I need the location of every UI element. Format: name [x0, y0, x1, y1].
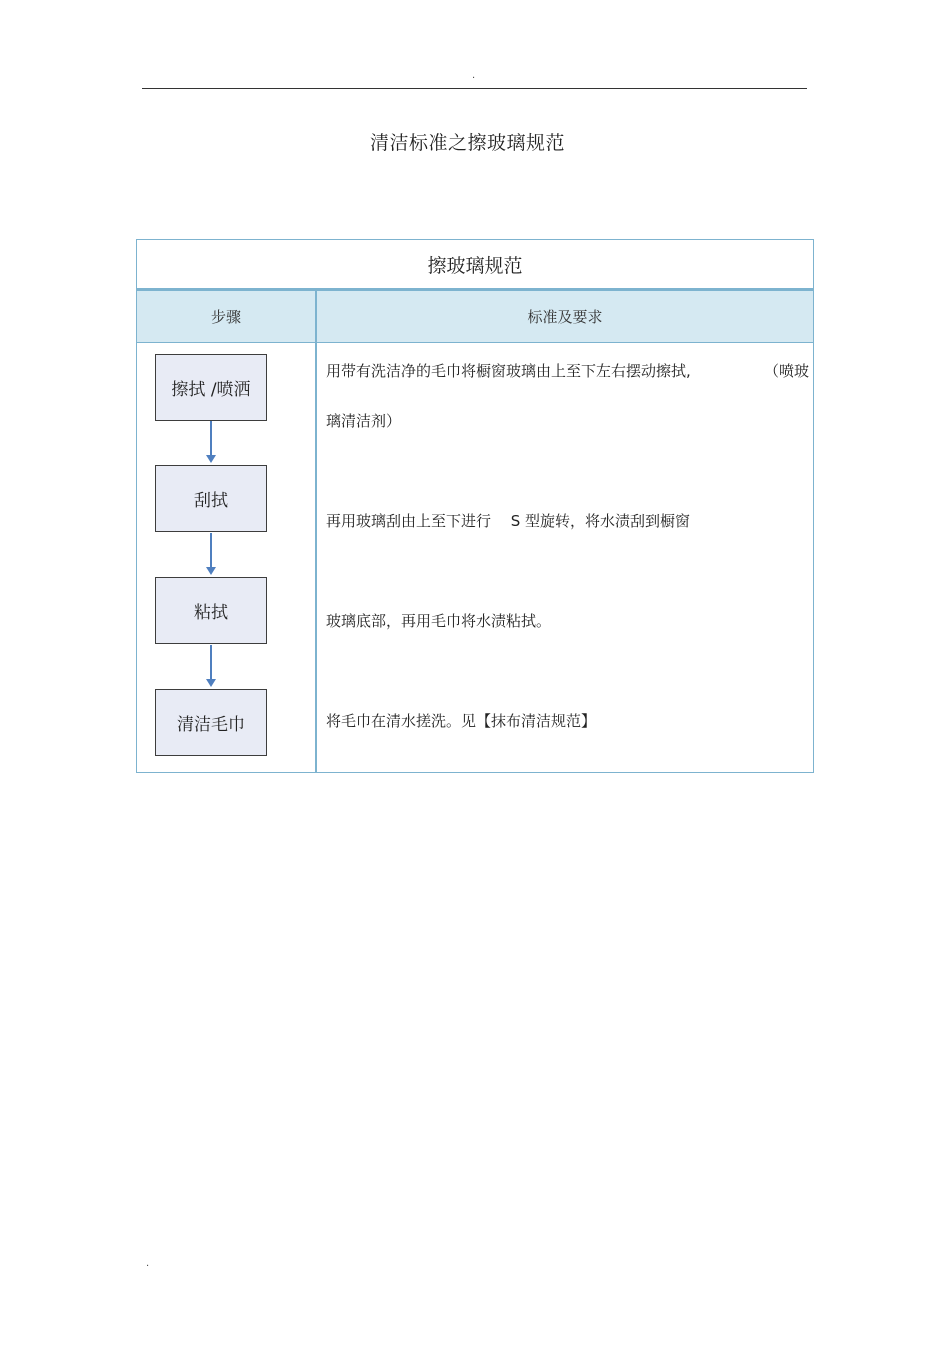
- flow-step-squeegee: 刮拭: [155, 465, 267, 532]
- column-header-step: 步骤: [210, 307, 241, 326]
- header-rule: [142, 88, 807, 89]
- column-header-standard: 标准及要求: [527, 307, 603, 326]
- standard-line-3: 再用玻璃刮由上至下进行 S 型旋转，将水渍刮到橱窗: [326, 512, 691, 530]
- arrow-down-icon: [206, 567, 216, 575]
- table-header-row: [137, 291, 813, 343]
- standard-line-1: 用带有洗洁净的毛巾将橱窗玻璃由上至下左右摆动擦拭,: [326, 362, 691, 380]
- flow-arrow-2: [210, 533, 212, 567]
- flow-arrow-1: [210, 421, 212, 455]
- table-title: 擦玻璃规范: [137, 240, 813, 291]
- spec-table: [136, 239, 814, 773]
- flow-step-wipe-spray: 擦拭 /喷洒: [155, 354, 267, 421]
- column-divider: [315, 291, 317, 773]
- arrow-down-icon: [206, 679, 216, 687]
- standard-line-5: 将毛巾在清水搓洗。见【抹布清洁规范】: [326, 712, 597, 730]
- arrow-down-icon: [206, 455, 216, 463]
- header-mark: .: [472, 70, 476, 81]
- footer-mark: .: [146, 1258, 150, 1269]
- standard-line-2: 璃清洁剂）: [326, 412, 402, 430]
- standard-line-1-paren: （喷玻: [764, 362, 810, 380]
- flow-step-blot: 粘拭: [155, 577, 267, 644]
- standard-line-4: 玻璃底部，再用毛巾将水渍粘拭。: [326, 612, 552, 630]
- document-title: 清洁标准之擦玻璃规范: [369, 132, 565, 154]
- flow-arrow-3: [210, 645, 212, 679]
- flow-step-clean-towel: 清洁毛巾: [155, 689, 267, 756]
